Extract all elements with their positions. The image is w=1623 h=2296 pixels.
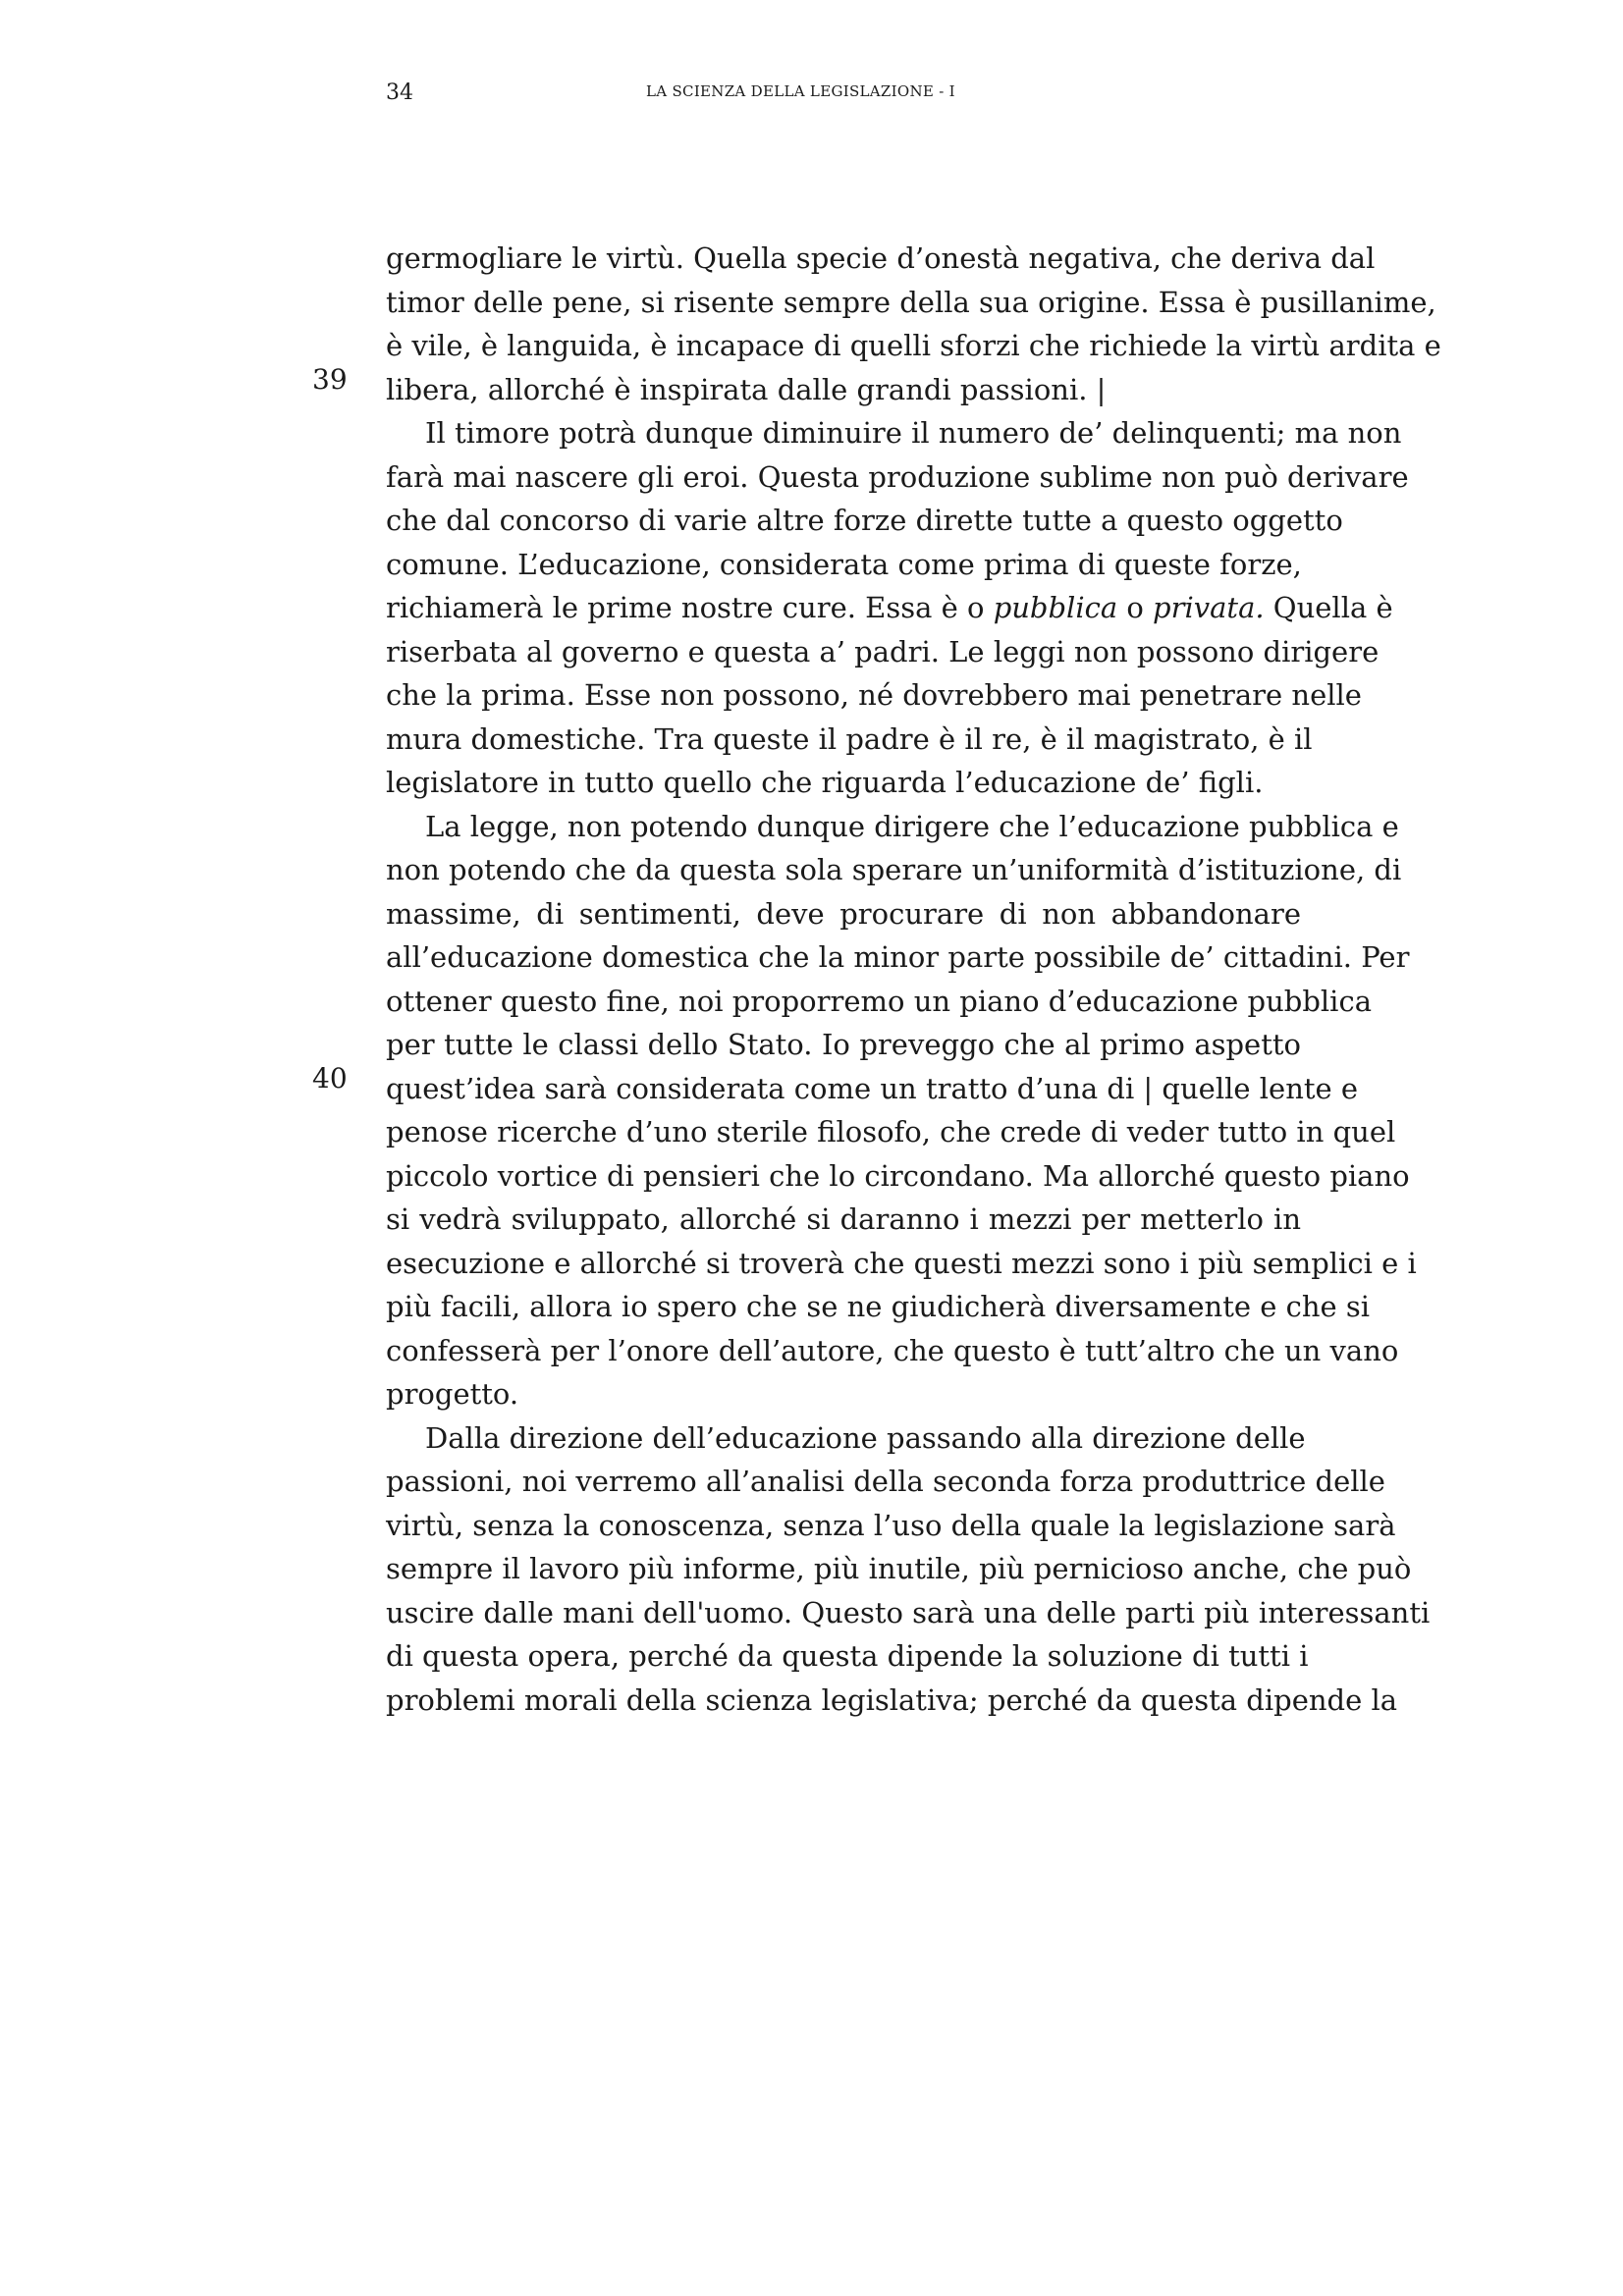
- text-line: progetto.: [386, 1377, 519, 1411]
- text-line: Dalla direzione dell’educazione passando alla direzione delle: [425, 1420, 1306, 1455]
- text-line: libera, allorché è inspirata dalle grandi passioni. |: [386, 372, 1107, 406]
- text-segment: richiamerà le prime nostre cure. Essa è o: [386, 591, 994, 624]
- text-line: di questa opera, perché da questa dipende la soluzione di tutti i: [386, 1639, 1309, 1673]
- text-line: per tutte le classi dello Stato. Io preveggo che al primo aspetto: [386, 1028, 1301, 1061]
- text-line: [386, 586, 1393, 630]
- text-line: confesserà per l’onore dell’autore, che questo è tutt’altro che un vano: [386, 1333, 1399, 1367]
- text-line: passioni, noi verremo all’analisi della seconda forza produttrice delle: [386, 1465, 1385, 1498]
- text-line: germogliare le virtù. Quella specie d’onestà negativa, che deriva dal: [386, 241, 1376, 275]
- text-line: più facili, allora io spero che se ne giudicherà diversamente e che si: [386, 1290, 1371, 1323]
- text-line: legislatore in tutto quello che riguarda l’educazione de’ figli.: [386, 766, 1264, 799]
- italic-term: pubblica: [993, 591, 1118, 624]
- margin-line-number: 40: [312, 1062, 348, 1095]
- text-line: timor delle pene, si risente sempre della sua origine. Essa è pusillanime,: [386, 285, 1436, 319]
- margin-line-number: 39: [312, 363, 348, 396]
- text-line: quest’idea sarà considerata come un tratto d’una di | quelle lente e: [386, 1071, 1359, 1105]
- text-line: massime, di sentimenti, deve procurare di non abbandonare: [386, 896, 1301, 931]
- text-line: penose ricerche d’uno sterile filosofo, che crede di veder tutto in quel: [386, 1115, 1396, 1148]
- text-line: che dal concorso di varie altre forze dirette tutte a questo oggetto: [386, 504, 1343, 537]
- text-line: non potendo che da questa sola sperare un’uniformità d’istituzione, di: [386, 853, 1402, 886]
- text-line: uscire dalle mani dell'uomo. Questo sarà una delle parti più interessanti: [386, 1595, 1431, 1629]
- body-text: [386, 237, 1441, 1722]
- text-line: piccolo vortice di pensieri che lo circondano. Ma allorché questo piano: [386, 1158, 1410, 1193]
- running-head: LA SCIENZA DELLA LEGISLAZIONE - I: [646, 82, 955, 100]
- text-line: riserbata al governo e questa a’ padri. Le leggi non possono dirigere: [386, 634, 1380, 668]
- page-number: 34: [386, 80, 413, 105]
- text-line: Il timore potrà dunque diminuire il numero de’ delinquenti; ma non: [425, 416, 1402, 450]
- text-line: La legge, non potendo dunque dirigere che l’educazione pubblica e: [425, 809, 1399, 843]
- text-line: all’educazione domestica che la minor parte possibile de’ cittadini. Per: [386, 940, 1410, 974]
- text-segment: o: [1117, 591, 1154, 624]
- text-line: si vedrà sviluppato, allorché si daranno i mezzi per metterlo in: [386, 1202, 1301, 1236]
- text-line: farà mai nascere gli eroi. Questa produzione sublime non può derivare: [386, 459, 1409, 494]
- text-line: mura domestiche. Tra queste il padre è il re, è il magistrato, è il: [386, 721, 1313, 756]
- text-segment: Quella è: [1264, 591, 1393, 624]
- text-line: problemi morali della scienza legislativa; perché da questa dipende la: [386, 1682, 1398, 1717]
- text-line: è vile, è languida, è incapace di quelli sforzi che richiede la virtù ardita e: [386, 329, 1441, 362]
- text-line: esecuzione e allorché si troverà che questi mezzi sono i più semplici e i: [386, 1246, 1417, 1280]
- text-line: che la prima. Esse non possono, né dovrebbero mai penetrare nelle: [386, 678, 1362, 712]
- text-line: comune. L’educazione, considerata come prima di queste forze,: [386, 547, 1302, 581]
- text-line: sempre il lavoro più informe, più inutile, più pernicioso anche, che può: [386, 1552, 1412, 1585]
- text-line: virtù, senza la conoscenza, senza l’uso della quale la legislazione sarà: [386, 1508, 1396, 1542]
- text-line: ottener questo fine, noi proporremo un piano d’educazione pubblica: [386, 984, 1372, 1018]
- italic-term: privata.: [1153, 591, 1265, 624]
